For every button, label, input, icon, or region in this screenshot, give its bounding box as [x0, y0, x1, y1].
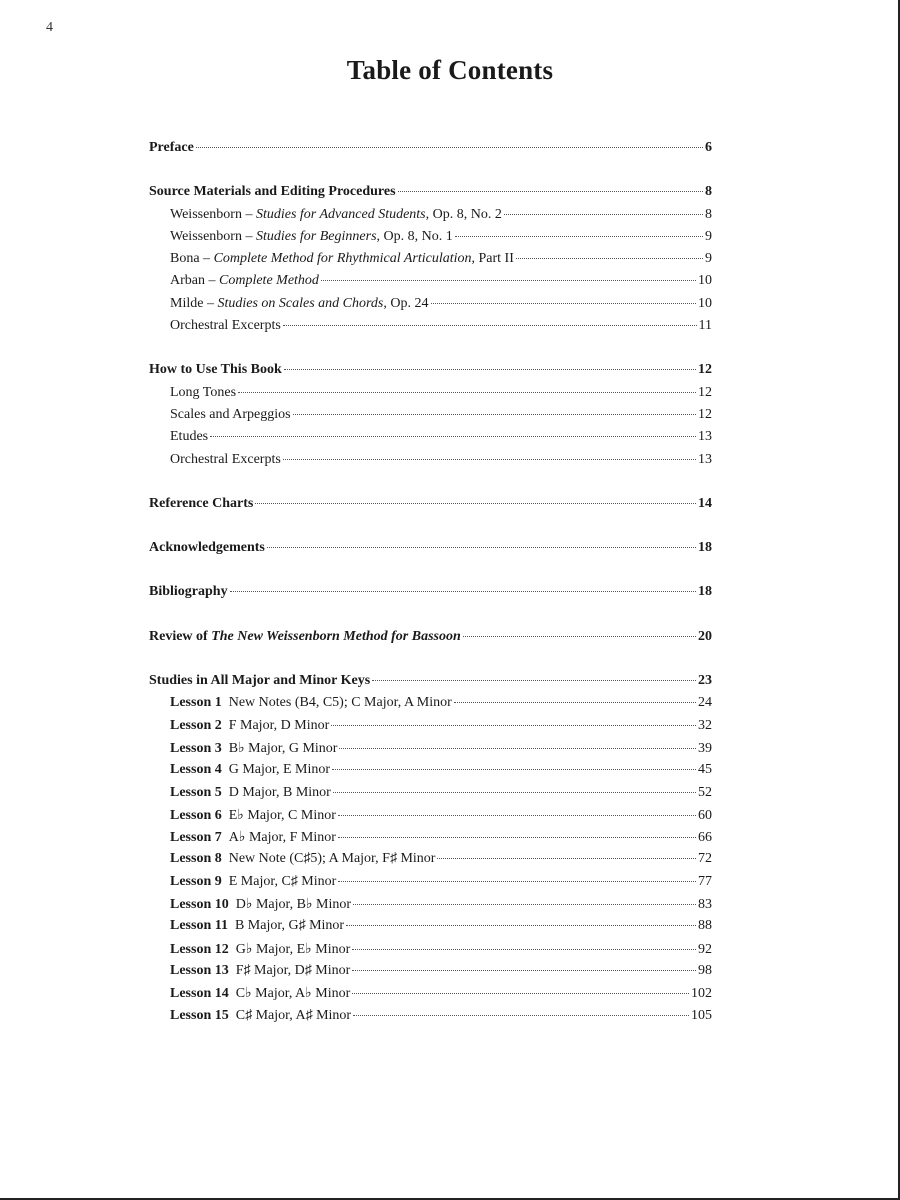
toc-entry-title-italic: Studies for Beginners [255, 228, 377, 244]
toc-section [149, 629, 712, 651]
lesson-number: Lesson 4 [170, 762, 222, 778]
toc-entry-text: F♯ Major, D♯ Minor [235, 962, 351, 978]
toc-entry-text: Scales and Arpeggios [170, 406, 291, 422]
toc-page-number: 32 [698, 717, 712, 733]
lesson-number: Lesson 15 [170, 1007, 229, 1023]
toc-subentry[interactable] [149, 296, 712, 318]
lesson-number: Lesson 3 [170, 740, 222, 756]
toc-heading[interactable] [149, 496, 712, 518]
toc-entry-label [149, 629, 461, 645]
toc-lesson-entry[interactable] [149, 985, 712, 1007]
toc-entry-label [149, 140, 194, 156]
toc-page-number: 10 [698, 273, 712, 289]
toc-entry-label [170, 385, 236, 401]
lesson-number: Lesson 12 [170, 941, 229, 957]
toc-page-number: 13 [698, 451, 712, 467]
lesson-number: Lesson 11 [170, 918, 228, 934]
toc-entry-text: B Major, G♯ Minor [234, 918, 345, 934]
toc-entry-text: A♭ Major, F Minor [228, 830, 336, 846]
lesson-number: Lesson 1 [170, 695, 222, 711]
toc-page-number: 9 [705, 228, 712, 244]
dot-leader [516, 258, 703, 259]
toc-entry-text: Preface [149, 140, 194, 155]
table-of-contents [149, 140, 712, 1052]
toc-page-number: 12 [698, 406, 712, 422]
toc-entry-text: New Note (C♯5); A Major, F♯ Minor [228, 851, 436, 867]
toc-heading[interactable] [149, 184, 712, 206]
toc-page-number: 88 [698, 918, 712, 934]
lesson-number: Lesson 5 [170, 784, 222, 800]
toc-lesson-entry[interactable] [149, 963, 712, 985]
toc-heading[interactable] [149, 540, 712, 562]
toc-entry-label [170, 1008, 351, 1024]
toc-entry-label [170, 829, 336, 846]
dot-leader [210, 436, 696, 437]
toc-section [149, 184, 712, 340]
toc-page-number: 9 [705, 251, 712, 267]
toc-entry-text: G Major, E Minor [228, 762, 331, 778]
toc-lesson-entry[interactable] [149, 941, 712, 963]
toc-entry-title-italic: Complete Method for Rhythmical Articulation [213, 251, 472, 267]
toc-entry-text: C♯ Major, A♯ Minor [235, 1007, 352, 1023]
dot-leader [353, 904, 696, 905]
toc-page-number: 72 [698, 851, 712, 867]
toc-entry-text: , Op. 8, No. 1 [376, 228, 453, 244]
toc-entry-title-italic: Studies for Advanced Students [255, 206, 426, 222]
toc-subentry[interactable] [149, 385, 712, 407]
dot-leader [333, 792, 696, 793]
toc-subentry[interactable] [149, 452, 712, 474]
toc-entry-title-italic: Studies on Scales and Chords [217, 295, 384, 311]
toc-entry-label [149, 584, 228, 600]
toc-entry-label [170, 874, 336, 890]
toc-entry-label [170, 229, 453, 245]
toc-entry-text: Etudes [170, 429, 209, 445]
dot-leader [352, 949, 696, 950]
toc-page-number: 92 [698, 941, 712, 957]
dot-leader [353, 1015, 689, 1016]
lesson-number: Lesson 14 [170, 986, 229, 1002]
toc-page-number: 12 [698, 362, 712, 378]
toc-lesson-entry[interactable] [149, 874, 712, 896]
toc-subentry[interactable] [149, 229, 712, 251]
dot-leader [321, 280, 696, 281]
toc-heading[interactable] [149, 629, 712, 651]
toc-page-number: 39 [698, 740, 712, 756]
toc-entry-text: Bibliography [149, 584, 228, 600]
toc-entry-text: , Part II [471, 251, 514, 267]
toc-entry-text: Studies in All Major and Minor Keys [149, 673, 371, 689]
toc-entry-text: Acknowledgements [149, 540, 265, 556]
toc-entry-label [170, 740, 337, 757]
toc-entry-label [170, 318, 281, 334]
toc-page-number: 98 [698, 962, 712, 978]
toc-entry-label [149, 673, 370, 689]
toc-entry-label [149, 184, 396, 200]
dot-leader [331, 725, 696, 726]
toc-page-number: 23 [698, 673, 712, 689]
dot-leader [338, 815, 696, 816]
toc-entry-text: Arban – [170, 273, 219, 289]
toc-section [149, 540, 712, 562]
toc-subentry[interactable] [149, 407, 712, 429]
toc-lesson-entry[interactable] [149, 695, 712, 717]
dot-leader [284, 369, 696, 370]
toc-entry-text: Milde – [170, 295, 218, 311]
toc-subentry[interactable] [149, 273, 712, 295]
dot-leader [267, 547, 696, 548]
dot-leader [332, 769, 696, 770]
toc-section [149, 496, 712, 518]
toc-heading[interactable] [149, 673, 712, 695]
page-title: Table of Contents [346, 55, 554, 85]
toc-page-number: 45 [698, 762, 712, 778]
lesson-number: Lesson 2 [170, 717, 222, 733]
dot-leader [431, 303, 697, 304]
toc-page-number: 66 [698, 830, 712, 846]
dot-leader [283, 325, 697, 326]
toc-entry-label [170, 851, 435, 867]
toc-entry-label [149, 362, 282, 378]
toc-entry-title-italic: Complete Method [219, 273, 319, 289]
dot-leader [346, 925, 696, 926]
toc-page-number: 77 [698, 873, 712, 889]
toc-lesson-entry[interactable] [149, 807, 712, 829]
toc-entry-text: Bona – [170, 251, 214, 267]
dot-leader [398, 191, 703, 192]
toc-lesson-entry[interactable] [149, 918, 712, 940]
toc-page-number: 24 [698, 695, 712, 711]
toc-heading[interactable] [149, 362, 712, 384]
toc-entry-text: E Major, C♯ Minor [228, 873, 337, 889]
toc-heading[interactable] [149, 584, 712, 606]
dot-leader [255, 503, 696, 504]
toc-entry-text: E♭ Major, C Minor [228, 807, 336, 823]
toc-entry-text: , Op. 8, No. 2 [425, 206, 502, 222]
lesson-number: Lesson 9 [170, 873, 222, 889]
toc-entry-label [170, 695, 452, 711]
toc-page-number: 20 [698, 628, 712, 644]
toc-page-number: 52 [698, 784, 712, 800]
toc-entry-title-italic: The New Weissenborn Method for Bassoon [211, 628, 461, 644]
toc-entry-label [170, 273, 319, 289]
toc-entry-label [170, 429, 208, 445]
toc-entry-label [170, 718, 329, 734]
toc-lesson-entry[interactable] [149, 718, 712, 740]
dot-leader [372, 680, 696, 681]
toc-page-number: 14 [698, 495, 712, 511]
toc-entry-text: Reference Charts [149, 495, 254, 511]
toc-entry-text: Source Materials and Editing Procedures [149, 184, 396, 200]
dot-leader [454, 702, 696, 703]
lesson-number: Lesson 6 [170, 807, 222, 823]
toc-entry-text: D♭ Major, B♭ Minor [235, 897, 352, 913]
toc-page-number: 6 [705, 140, 712, 155]
toc-entry-label [170, 918, 344, 934]
toc-page-number: 18 [698, 584, 712, 600]
lesson-number: Lesson 10 [170, 897, 229, 913]
lesson-number: Lesson 7 [170, 830, 222, 846]
toc-page-number: 105 [691, 1007, 712, 1023]
toc-entry-label [170, 762, 330, 778]
toc-entry-text: G♭ Major, E♭ Minor [235, 941, 351, 957]
toc-entry-text: Orchestral Excerpts [170, 451, 281, 467]
toc-subentry[interactable] [149, 429, 712, 451]
page-number: 4 [46, 20, 53, 35]
toc-page-number: 83 [698, 897, 712, 913]
dot-leader [196, 147, 703, 148]
toc-entry-text: C♭ Major, A♭ Minor [235, 986, 351, 1002]
toc-entry-text: , Op. 24 [383, 295, 429, 311]
toc-lesson-entry[interactable] [149, 851, 712, 873]
toc-entry-text: Orchestral Excerpts [170, 318, 281, 334]
toc-entry-text: Weissenborn – [170, 228, 256, 244]
toc-entry-label [170, 407, 291, 423]
toc-entry-label [170, 963, 350, 979]
dot-leader [338, 881, 696, 882]
toc-lesson-entry[interactable] [149, 740, 712, 762]
toc-entry-text: Review of [149, 628, 212, 644]
dot-leader [230, 591, 696, 592]
toc-entry-label [149, 496, 253, 512]
toc-subentry[interactable] [149, 318, 712, 340]
toc-section [149, 362, 712, 473]
dot-leader [338, 837, 696, 838]
toc-entry-label [170, 785, 331, 801]
toc-entry-label [170, 452, 281, 468]
toc-entry-label [170, 207, 502, 223]
toc-entry-label [170, 251, 514, 267]
toc-entry-text: How to Use This Book [149, 362, 282, 378]
toc-entry-text: B♭ Major, G Minor [228, 740, 338, 756]
toc-page-number: 8 [705, 184, 712, 200]
toc-entry-label [170, 985, 350, 1002]
toc-entry-label [170, 296, 429, 312]
toc-lesson-entry[interactable] [149, 896, 712, 918]
toc-subentry[interactable] [149, 251, 712, 273]
toc-heading[interactable] [149, 140, 712, 162]
toc-page-number: 60 [698, 807, 712, 823]
toc-entry-text: Weissenborn – [170, 206, 256, 222]
toc-entry-label [170, 941, 350, 958]
dot-leader [352, 970, 696, 971]
toc-section [149, 673, 712, 1030]
dot-leader [455, 236, 703, 237]
dot-leader [238, 392, 696, 393]
toc-section [149, 140, 712, 162]
toc-page-number: 102 [691, 986, 712, 1002]
toc-lesson-entry[interactable] [149, 785, 712, 807]
toc-page-number: 12 [698, 384, 712, 400]
lesson-number: Lesson 8 [170, 851, 222, 867]
toc-page-number: 10 [698, 295, 712, 311]
toc-entry-text: New Notes (B4, C5); C Major, A Minor [228, 695, 452, 711]
toc-subentry[interactable] [149, 207, 712, 229]
dot-leader [352, 993, 689, 994]
toc-section [149, 584, 712, 606]
dot-leader [283, 459, 696, 460]
toc-entry-label [149, 540, 265, 556]
dot-leader [463, 636, 696, 637]
toc-entry-text: D Major, B Minor [228, 784, 331, 800]
toc-entry-text: Long Tones [170, 384, 237, 400]
toc-lesson-entry[interactable] [149, 1008, 712, 1030]
toc-page-number: 13 [698, 429, 712, 445]
toc-page-number: 11 [698, 318, 712, 334]
toc-page-number: 18 [698, 540, 712, 556]
toc-entry-label [170, 807, 336, 824]
dot-leader [339, 748, 696, 749]
toc-lesson-entry[interactable] [149, 762, 712, 784]
dot-leader [293, 414, 696, 415]
toc-page-number: 8 [705, 206, 712, 222]
toc-lesson-entry[interactable] [149, 829, 712, 851]
toc-entry-text: F Major, D Minor [228, 717, 330, 733]
toc-entry-label [170, 896, 351, 913]
dot-leader [504, 214, 703, 215]
lesson-number: Lesson 13 [170, 962, 229, 978]
dot-leader [437, 858, 696, 859]
